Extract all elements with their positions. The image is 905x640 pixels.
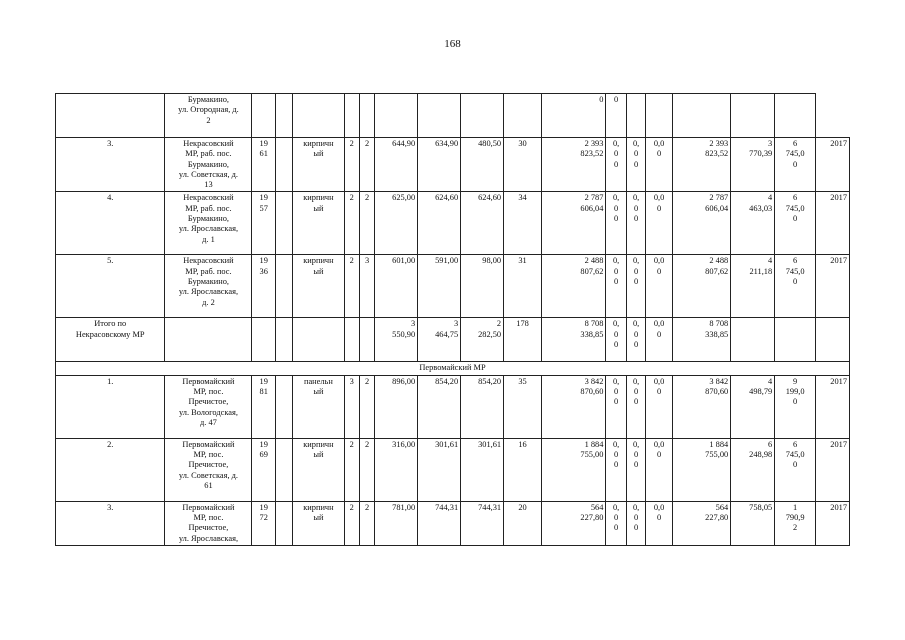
table-cell: 2 — [344, 192, 359, 255]
table-cell: 35 — [504, 375, 542, 438]
total-row — [56, 318, 850, 362]
table-cell — [359, 318, 374, 362]
table-cell: 3. — [56, 501, 165, 545]
table-cell: кирпичн ый — [293, 192, 344, 255]
table-cell: 0,0 0 — [646, 255, 673, 318]
table-cell — [275, 438, 292, 501]
table-cell: 0,0 0 — [646, 501, 673, 545]
table-cell: 16 — [504, 438, 542, 501]
table-cell: 2017 — [816, 192, 850, 255]
table-cell — [275, 375, 292, 438]
table-cell: 644,90 — [375, 138, 418, 192]
table-cell: Некрасовский МР, раб. пос. Бурмакино, ул. Ярославская, д. 2 — [165, 255, 252, 318]
table-cell: 3 842 870,60 — [541, 375, 605, 438]
table-cell: 2 — [344, 501, 359, 545]
page-number: 168 — [444, 38, 461, 50]
table-cell: 634,90 — [418, 138, 461, 192]
table-cell: 4 498,79 — [731, 375, 775, 438]
table-cell: 31 — [504, 255, 542, 318]
table-cell: 20 — [504, 501, 542, 545]
table-cell: 2. — [56, 438, 165, 501]
table-cell: 758,05 — [731, 501, 775, 545]
table-cell: 2 — [359, 438, 374, 501]
table-cell: 2017 — [816, 255, 850, 318]
table-cell: 781,00 — [375, 501, 418, 545]
table-cell: 564 227,80 — [541, 501, 605, 545]
table-cell: 8 708 338,85 — [541, 318, 605, 362]
table-cell: 6 745,0 0 — [775, 255, 816, 318]
table-cell: 744,31 — [418, 501, 461, 545]
section-title: Первомайский МР — [56, 362, 850, 375]
table-cell: 0, 0 0 — [606, 318, 626, 362]
table-cell — [275, 255, 292, 318]
table-cell — [731, 318, 775, 362]
table-cell: 0, 0 0 — [626, 318, 645, 362]
table-cell: 0, 0 0 — [626, 255, 645, 318]
table-cell: 2 — [359, 192, 374, 255]
table-cell — [375, 94, 418, 138]
table-cell: 1 884 755,00 — [541, 438, 605, 501]
table-cell: 0, 0 0 — [626, 501, 645, 545]
table-cell: 3. — [56, 138, 165, 192]
table-cell: 2017 — [816, 438, 850, 501]
table-cell — [359, 94, 374, 138]
table-cell: 0,0 0 — [646, 375, 673, 438]
table-cell: 0,0 0 — [646, 138, 673, 192]
table-cell — [775, 318, 816, 362]
table-cell: Первомайский МР, пос. Пречистое, ул. Вологодская, д. 47 — [165, 375, 252, 438]
table-row — [56, 192, 850, 255]
table-cell: 1 884 755,00 — [672, 438, 730, 501]
table-cell: Первомайский МР, пос. Пречистое, ул. Ярославская, — [165, 501, 252, 545]
table-cell: 2 282,50 — [461, 318, 504, 362]
table-cell: 0, 0 0 — [606, 192, 626, 255]
table-cell: 6 248,98 — [731, 438, 775, 501]
table-cell: 2017 — [816, 138, 850, 192]
table-cell: 2 787 606,04 — [672, 192, 730, 255]
table-cell — [731, 94, 775, 138]
section-row — [56, 362, 850, 375]
table-cell: 19 72 — [252, 501, 276, 545]
table-cell: 0,0 0 — [646, 438, 673, 501]
table-cell: 3 550,90 — [375, 318, 418, 362]
table-row — [56, 375, 850, 438]
table-cell: 854,20 — [418, 375, 461, 438]
table-cell: 6 745,0 0 — [775, 138, 816, 192]
table-cell — [252, 94, 276, 138]
table-cell: 1. — [56, 375, 165, 438]
table-cell: 3 — [344, 375, 359, 438]
table-cell — [344, 318, 359, 362]
table-cell: 19 57 — [252, 192, 276, 255]
table-cell: 2 488 807,62 — [541, 255, 605, 318]
table-cell: 0, 0 0 — [626, 438, 645, 501]
table-cell: 98,00 — [461, 255, 504, 318]
table-cell: кирпичн ый — [293, 501, 344, 545]
table-cell: 301,61 — [418, 438, 461, 501]
table-cell: Некрасовский МР, раб. пос. Бурмакино, ул. Ярославская, д. 1 — [165, 192, 252, 255]
table-row — [56, 501, 850, 545]
table-cell: 1 790,9 2 — [775, 501, 816, 545]
table-cell: 624,60 — [418, 192, 461, 255]
table-cell: 480,50 — [461, 138, 504, 192]
table-cell: 2 — [359, 501, 374, 545]
table-cell — [275, 318, 292, 362]
table-cell: 0 — [606, 94, 626, 138]
table-cell — [672, 94, 730, 138]
table-cell — [344, 94, 359, 138]
table-cell: 0, 0 0 — [606, 138, 626, 192]
table-cell: 0,0 0 — [646, 318, 673, 362]
table-cell: 0, 0 0 — [606, 438, 626, 501]
table-cell: 0 — [541, 94, 605, 138]
table-cell: 2 488 807,62 — [672, 255, 730, 318]
table-cell: Некрасовский МР, раб. пос. Бурмакино, ул. Советская, д. 13 — [165, 138, 252, 192]
table-cell: 0,0 0 — [646, 192, 673, 255]
table-row — [56, 438, 850, 501]
table-cell: 744,31 — [461, 501, 504, 545]
table-cell — [461, 94, 504, 138]
table-cell: 6 745,0 0 — [775, 192, 816, 255]
table-cell: 4 463,03 — [731, 192, 775, 255]
table-cell: 5. — [56, 255, 165, 318]
table-cell: 9 199,0 0 — [775, 375, 816, 438]
table-cell — [275, 138, 292, 192]
table-row — [56, 138, 850, 192]
table-cell: 2 — [359, 138, 374, 192]
table-cell: 19 36 — [252, 255, 276, 318]
table-cell: 0, 0 0 — [626, 375, 645, 438]
table-cell: кирпичн ый — [293, 438, 344, 501]
table-cell — [275, 501, 292, 545]
table-cell: 8 708 338,85 — [672, 318, 730, 362]
table-cell — [293, 94, 344, 138]
table-cell — [504, 94, 542, 138]
table-cell — [252, 318, 276, 362]
table-cell: 19 69 — [252, 438, 276, 501]
table-cell: 3 770,39 — [731, 138, 775, 192]
table-cell: 4. — [56, 192, 165, 255]
table-cell: 854,20 — [461, 375, 504, 438]
table-cell: 0, 0 0 — [626, 138, 645, 192]
table-cell: 2017 — [816, 375, 850, 438]
table-cell: 624,60 — [461, 192, 504, 255]
table-cell: 3 — [359, 255, 374, 318]
table-cell: 0, 0 0 — [606, 375, 626, 438]
table-cell — [646, 94, 673, 138]
table-cell: кирпичн ый — [293, 138, 344, 192]
table-cell: 2 — [344, 438, 359, 501]
table-cell: панельн ый — [293, 375, 344, 438]
table-cell: Бурмакино, ул. Огородная, д. 2 — [165, 94, 252, 138]
table-cell: 2 393 823,52 — [672, 138, 730, 192]
table-cell — [626, 94, 645, 138]
table-cell — [816, 318, 850, 362]
table-row — [56, 255, 850, 318]
housing-table — [55, 93, 850, 546]
table-cell: Первомайский МР, пос. Пречистое, ул. Советская, д. 61 — [165, 438, 252, 501]
table-cell: 3 842 870,60 — [672, 375, 730, 438]
table-cell — [418, 94, 461, 138]
table-cell — [775, 94, 816, 138]
table-cell: 896,00 — [375, 375, 418, 438]
table-cell: 0, 0 0 — [626, 192, 645, 255]
table-cell: 2 — [344, 255, 359, 318]
table-cell: 178 — [504, 318, 542, 362]
table-cell: 316,00 — [375, 438, 418, 501]
table-cell: 591,00 — [418, 255, 461, 318]
table-cell: 3 464,75 — [418, 318, 461, 362]
table-cell: 34 — [504, 192, 542, 255]
table-cell — [56, 94, 165, 138]
table-row — [56, 94, 850, 138]
table-cell: 564 227,80 — [672, 501, 730, 545]
table-cell: 2 787 606,04 — [541, 192, 605, 255]
table-cell: 2 — [359, 375, 374, 438]
table-cell — [275, 192, 292, 255]
table-cell: 19 61 — [252, 138, 276, 192]
total-label: Итого по Некрасовскому МР — [56, 318, 165, 362]
table-cell: 19 81 — [252, 375, 276, 438]
table-cell: 30 — [504, 138, 542, 192]
table-cell — [165, 318, 252, 362]
table-cell: 625,00 — [375, 192, 418, 255]
table-cell: 2017 — [816, 501, 850, 545]
table-cell: 2 393 823,52 — [541, 138, 605, 192]
table-cell: 601,00 — [375, 255, 418, 318]
table-cell: 301,61 — [461, 438, 504, 501]
table-cell: 0, 0 0 — [606, 255, 626, 318]
table-cell: 4 211,18 — [731, 255, 775, 318]
table-cell — [275, 94, 292, 138]
table-cell: 0, 0 0 — [606, 501, 626, 545]
table-cell: 6 745,0 0 — [775, 438, 816, 501]
table-cell — [293, 318, 344, 362]
table-cell: кирпичн ый — [293, 255, 344, 318]
table-cell: 2 — [344, 138, 359, 192]
